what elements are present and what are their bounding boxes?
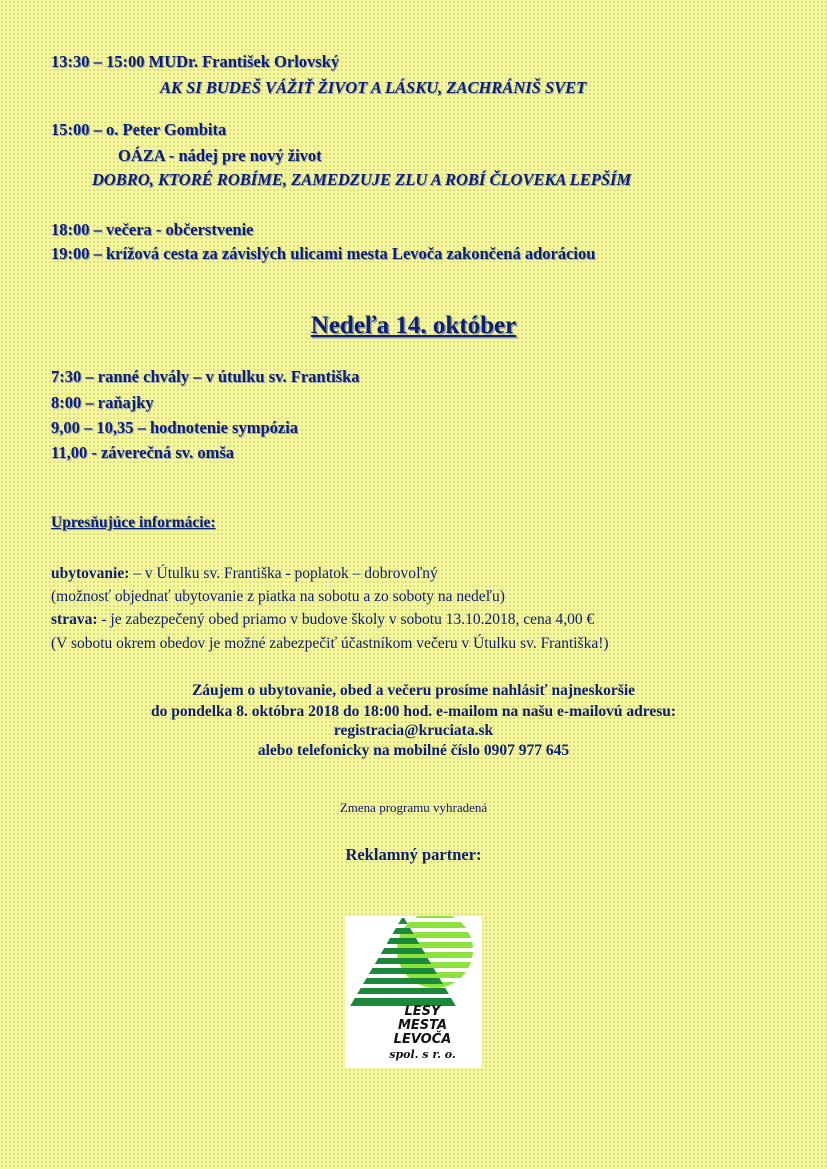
talk-subtitle-oaza: OÁZA - nádej pre nový život [118,146,322,165]
registration-line-1: Záujem o ubytovanie, obed a večeru prosíme nahlásiť najneskoršie [191,682,636,699]
sunday-item-breakfast: 8:00 – raňajky [51,393,154,412]
food-text: - je zabezpečený obed priamo v budove školy v sobotu 13.10.2018, cena 4,00 € [97,611,595,628]
logo-text-mesta: MESTA [397,1018,448,1033]
logo-text-levoca: LEVOČA [393,1032,452,1047]
partner-logo [345,916,482,1068]
program-item-orlovsky: 13:30 – 15:00 MUDr. František Orlovský [51,52,340,71]
talk-title-gombita: DOBRO, KTORÉ ROBÍME, ZAMEDZUJE ZLU A ROBÍ ČLOVEKA LEPŠÍM [92,170,632,189]
forest-logo-icon [345,916,482,1016]
program-change-notice: Zmena programu vyhradená [339,800,488,815]
sunday-item-evaluation: 9,00 – 10,35 – hodnotenie sympózia [51,418,299,437]
info-lodging [51,565,438,583]
logo-text-spol: spol. s r. o. [389,1048,456,1061]
registration-phone: alebo telefonicky na mobilné číslo 0907 977 645 [257,742,570,759]
lodging-label: ubytovanie: [51,565,130,582]
program-item-gombita: 15:00 – o. Peter Gombita [51,120,227,139]
talk-title-orlovsky: AK SI BUDEŠ VÁŽIŤ ŽIVOT A LÁSKU, ZACHRÁNIŠ SVET [160,78,587,97]
sunday-item-morning-praise: 7:30 – ranné chvály – v útulku sv. Františka [51,367,360,386]
logo-text-lesy: LESY [404,1004,441,1019]
food-label: strava: [51,611,98,628]
info-heading: Upresňujúce informácie: [51,514,216,531]
program-item-way-of-cross: 19:00 – krížová cesta za závislých ulicami mesta Levoča zakončená adoráciou [51,244,596,263]
lodging-text: – v Útulku sv. Františka - poplatok – dobrovoľný [129,565,438,582]
info-lodging-note: (možnosť objednať ubytovanie z piatka na sobotu a zo soboty na nedeľu) [51,588,505,605]
sunday-heading: Nedeľa 14. október [310,312,517,339]
registration-email[interactable]: registracia@kruciata.sk [333,722,494,739]
partner-heading: Reklamný partner: [345,845,482,864]
program-item-dinner: 18:00 – večera - občerstvenie [51,220,254,239]
registration-line-2: do pondelka 8. októbra 2018 do 18:00 hod. e-mailom na našu e-mailovú adresu: [150,703,677,720]
info-food-note: (V sobotu okrem obedov je možné zabezpečiť účastníkom večeru v Útulku sv. Františka!) [51,635,609,652]
sunday-item-closing-mass: 11,00 - záverečná sv. omša [51,443,235,462]
info-food [51,611,594,629]
